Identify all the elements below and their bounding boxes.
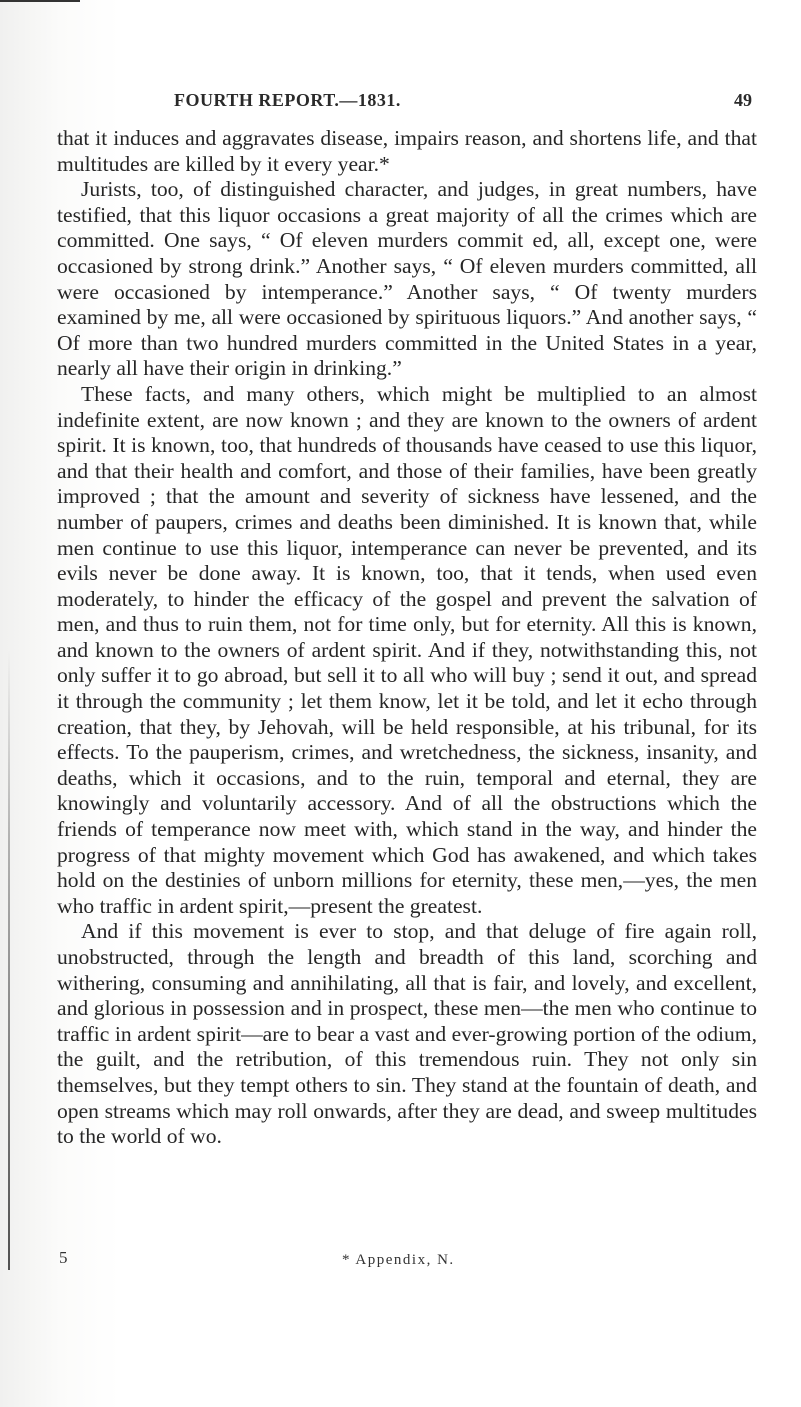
body-text [57,126,757,1150]
footnote: * Appendix, N. [342,1252,455,1268]
paragraph: that it induces and aggravates disease, impairs reason, and shortens life, and that multitudes are killed by it every year.* [57,126,757,176]
page-footer [57,1248,757,1272]
page-header [64,90,756,120]
paragraph: And if this movement is ever to stop, and that deluge of fire again roll, unobstructed, through the length and breadth of this land, scorching and withering, consuming and annihilating, all that is fair, and lovely, and excellent, and glorious in possession and in prospect, these men—the men who continue to traffic in ardent spirit—are to bear a vast and ever-growing portion of the odium, the guilt, and the retribution, of this tremendous ruin. They not only sin themselves, but they tempt others to sin. They stand at the fountain of death, and open streams which may roll onwards, after they are dead, and sweep multitudes to the world of wo. [57,919,757,1149]
paragraph: Jurists, too, of distinguished character, and judges, in great numbers, have testified, that this liquor occasions a great majority of all the crimes which are committed. One says, “ Of eleven murders commit ed, all, except one, were occasioned by strong drink.” Another says, “ Of eleven murders committed, all were occasioned by intemperance.” Another says, “ Of twenty murders examined by me, all were occasioned by spirituous liquors.” And another says, “ Of more than two hundred murders committed in the United States in a year, nearly all have their origin in drinking.” [57,177,757,381]
paragraph: These facts, and many others, which might be multiplied to an almost indefinite extent, are now known ; and they are known to the owners of ardent spirit. It is known, too, that hundreds of thousands have ceased to use this liquor, and that their health and comfort, and those of their families, have been greatly improved ; that the amount and severity of sickness have lessened, and the number of paupers, crimes and deaths been diminished. It is known that, while men continue to use this liquor, intemperance can never be prevented, and its evils never be done away. It is known, too, that it tends, when used even moderately, to hinder the efficacy of the gospel and prevent the salvation of men, and thus to ruin them, not for time only, but for eternity. All this is known, and known to the owners of ardent spirit. And if they, notwithstanding this, not only suffer it to go abroad, but sell it to all who will buy ; send it out, and spread it through the community ; let them know, let it be told, and let it echo through creation, that they, by Jehovah, will be held responsible, at his tribunal, for its effects. To the pauperism, crimes, and wretchedness, the sickness, insanity, and deaths, which it occasions, and to the ruin, temporal and eternal, they are knowingly and voluntarily accessory. And of all the obstructions which the friends of temperance now meet with, which stand in the way, and hinder the progress of that mighty movement which God has awakened, and which takes hold on the destinies of unborn millions for eternity, these men,—yes, the men who traffic in ardent spirit,—present the greatest. [57,381,757,918]
running-head: FOURTH REPORT.—1831. [174,90,401,110]
binding-shadow [8,650,10,1270]
margin-mark-top [0,0,80,2]
signature-mark: 5 [59,1248,68,1267]
page-number: 49 [734,90,752,110]
